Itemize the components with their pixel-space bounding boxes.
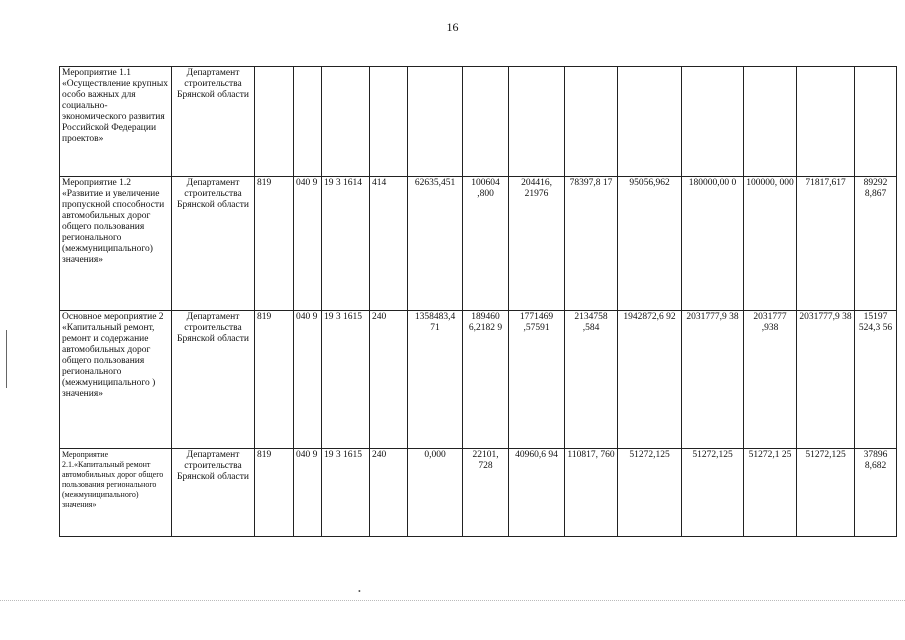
vr-code-cell: 240 — [370, 311, 408, 449]
amount-cell: 100000, 000 — [744, 177, 797, 311]
amount-cell: 2134758 ,584 — [565, 311, 618, 449]
measure-name-cell: Мероприятие 1.1 «Осуществление крупных особо важных для социально-экономического развития Российской Федерации проектов» — [60, 67, 172, 177]
amount-cell — [509, 67, 565, 177]
amount-cell — [682, 67, 744, 177]
amount-cell: 0,000 — [408, 449, 463, 537]
vr-code-cell: 240 — [370, 449, 408, 537]
measure-name-cell: Мероприятие 2.1.«Капитальный ремонт автомобильных дорог общего пользования регионального (межмуниципального) значения» — [60, 449, 172, 537]
rzpr-code-cell — [294, 67, 322, 177]
csr-code-cell: 19 3 1614 — [322, 177, 370, 311]
amount-cell: 204416, 21976 — [509, 177, 565, 311]
amount-cell: 40960,6 94 — [509, 449, 565, 537]
amount-cell: 1358483,4 71 — [408, 311, 463, 449]
amount-cell — [797, 67, 855, 177]
amount-cell: 71817,617 — [797, 177, 855, 311]
page-number: 16 — [446, 20, 459, 34]
scan-dot: • — [358, 587, 361, 596]
amount-cell: 51272,1 25 — [744, 449, 797, 537]
measure-name-cell: Мероприятие 1.2 «Развитие и увеличение пропускной способности автомобильных дорог общего пользования регионального (межмуниципального) значения» — [60, 177, 172, 311]
amount-cell — [565, 67, 618, 177]
amount-cell: 95056,962 — [618, 177, 682, 311]
grbs-code-cell: 819 — [255, 449, 294, 537]
table-row — [60, 311, 897, 449]
amount-cell: 110817, 760 — [565, 449, 618, 537]
amount-cell — [463, 67, 509, 177]
amount-cell: 51272,125 — [682, 449, 744, 537]
amount-cell: 78397,8 17 — [565, 177, 618, 311]
measure-name-cell: Основное мероприятие 2 «Капитальный ремонт, ремонт и содержание автомобильных дорог общего пользования регионального (межмуниципального ) значения» — [60, 311, 172, 449]
grbs-code-cell: 819 — [255, 311, 294, 449]
amount-cell — [408, 67, 463, 177]
grbs-code-cell: 819 — [255, 177, 294, 311]
amount-cell: 51272,125 — [797, 449, 855, 537]
department-cell: Департамент строительства Брянской области — [172, 67, 255, 177]
amount-cell: 1771469 ,57591 — [509, 311, 565, 449]
scan-edge-line — [0, 600, 905, 602]
amount-cell — [855, 67, 897, 177]
table-row — [60, 67, 897, 177]
amount-cell — [618, 67, 682, 177]
vr-code-cell: 414 — [370, 177, 408, 311]
vr-code-cell — [370, 67, 408, 177]
amount-cell: 2031777,9 38 — [797, 311, 855, 449]
budget-table — [59, 66, 897, 537]
rzpr-code-cell: 040 9 — [294, 449, 322, 537]
amount-cell: 15197 524,3 56 — [855, 311, 897, 449]
amount-cell: 100604 ,800 — [463, 177, 509, 311]
rzpr-code-cell: 040 9 — [294, 177, 322, 311]
amount-cell — [744, 67, 797, 177]
csr-code-cell: 19 3 1615 — [322, 311, 370, 449]
amount-cell: 2031777,9 38 — [682, 311, 744, 449]
department-cell: Департамент строительства Брянской области — [172, 449, 255, 537]
amount-cell: 180000,00 0 — [682, 177, 744, 311]
scan-margin-mark — [6, 330, 7, 388]
department-cell: Департамент строительства Брянской области — [172, 311, 255, 449]
table-row — [60, 177, 897, 311]
amount-cell: 2031777 ,938 — [744, 311, 797, 449]
csr-code-cell — [322, 67, 370, 177]
amount-cell: 62635,451 — [408, 177, 463, 311]
amount-cell: 1942872,6 92 — [618, 311, 682, 449]
department-cell: Департамент строительства Брянской области — [172, 177, 255, 311]
grbs-code-cell — [255, 67, 294, 177]
table-row — [60, 449, 897, 537]
amount-cell: 22101, 728 — [463, 449, 509, 537]
rzpr-code-cell: 040 9 — [294, 311, 322, 449]
csr-code-cell: 19 3 1615 — [322, 449, 370, 537]
amount-cell: 51272,125 — [618, 449, 682, 537]
amount-cell: 89292 8,867 — [855, 177, 897, 311]
amount-cell: 37896 8,682 — [855, 449, 897, 537]
amount-cell: 189460 6,2182 9 — [463, 311, 509, 449]
